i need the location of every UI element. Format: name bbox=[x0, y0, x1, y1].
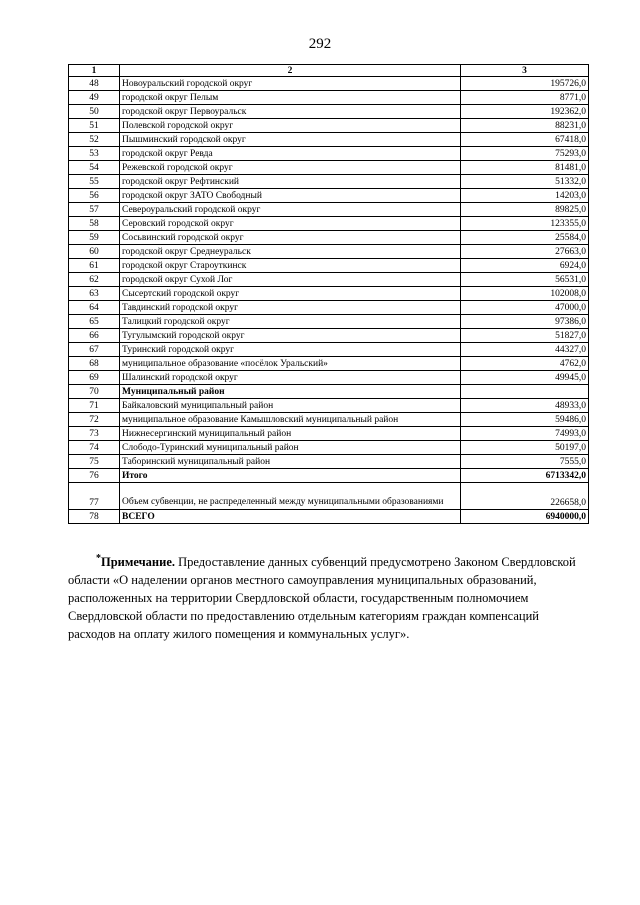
municipality-name: Новоуральский городской округ bbox=[120, 77, 461, 91]
municipality-name: Североуральский городской округ bbox=[120, 203, 461, 217]
table-row bbox=[69, 203, 589, 217]
table-header-row bbox=[69, 65, 589, 77]
subsidy-amount: 48933,0 bbox=[461, 399, 589, 413]
subsidy-amount: 6713342,0 bbox=[461, 469, 589, 483]
table-row bbox=[69, 133, 589, 147]
footnote-label: Примечание. bbox=[101, 554, 176, 569]
row-number: 76 bbox=[69, 469, 120, 483]
table-row bbox=[69, 399, 589, 413]
table-row bbox=[69, 161, 589, 175]
row-number: 52 bbox=[69, 133, 120, 147]
table-row bbox=[69, 175, 589, 189]
table-row bbox=[69, 77, 589, 91]
subsidy-amount: 123355,0 bbox=[461, 217, 589, 231]
subsidy-amount: 44327,0 bbox=[461, 343, 589, 357]
row-number: 67 bbox=[69, 343, 120, 357]
subsidy-amount: 25584,0 bbox=[461, 231, 589, 245]
row-number: 74 bbox=[69, 441, 120, 455]
subsidy-amount: 51332,0 bbox=[461, 175, 589, 189]
subsidy-amount: 59486,0 bbox=[461, 413, 589, 427]
subsidy-amount: 56531,0 bbox=[461, 273, 589, 287]
municipality-name: городской округ Ревда bbox=[120, 147, 461, 161]
row-number: 51 bbox=[69, 119, 120, 133]
table-row bbox=[69, 357, 589, 371]
subsidy-amount: 50197,0 bbox=[461, 441, 589, 455]
row-number: 50 bbox=[69, 105, 120, 119]
municipality-name: Таборинский муниципальный район bbox=[120, 455, 461, 469]
subsidy-amount: 226658,0 bbox=[461, 483, 589, 510]
subsidy-amount: 75293,0 bbox=[461, 147, 589, 161]
subsidy-amount bbox=[461, 385, 589, 399]
subsidy-amount: 74993,0 bbox=[461, 427, 589, 441]
subsidy-amount: 7555,0 bbox=[461, 455, 589, 469]
subsidy-amount: 6924,0 bbox=[461, 259, 589, 273]
table-row bbox=[69, 427, 589, 441]
column-header-name: 2 bbox=[120, 65, 461, 77]
municipality-name: ВСЕГО bbox=[120, 510, 461, 524]
table-row bbox=[69, 273, 589, 287]
subsidy-amount: 81481,0 bbox=[461, 161, 589, 175]
subsidy-amount: 47000,0 bbox=[461, 301, 589, 315]
subsidy-amount: 49945,0 bbox=[461, 371, 589, 385]
subsidy-amount: 102008,0 bbox=[461, 287, 589, 301]
municipality-name: Сосьвинский городской округ bbox=[120, 231, 461, 245]
municipality-name: городской округ Сухой Лог bbox=[120, 273, 461, 287]
municipality-name: Серовский городской округ bbox=[120, 217, 461, 231]
table-row bbox=[69, 231, 589, 245]
row-number: 60 bbox=[69, 245, 120, 259]
table-row bbox=[69, 329, 589, 343]
municipality-name: городской округ ЗАТО Свободный bbox=[120, 189, 461, 203]
table-row bbox=[69, 455, 589, 469]
table-row bbox=[69, 259, 589, 273]
row-number: 73 bbox=[69, 427, 120, 441]
table-row bbox=[69, 343, 589, 357]
footnote bbox=[68, 553, 588, 643]
row-number: 78 bbox=[69, 510, 120, 524]
table-row bbox=[69, 385, 589, 399]
municipality-name: муниципальное образование «посёлок Уральский» bbox=[120, 357, 461, 371]
municipality-name: Муниципальный район bbox=[120, 385, 461, 399]
municipality-name: городской округ Староуткинск bbox=[120, 259, 461, 273]
table-row bbox=[69, 301, 589, 315]
row-number: 75 bbox=[69, 455, 120, 469]
municipality-name: Тавдинский городской округ bbox=[120, 301, 461, 315]
table-row bbox=[69, 105, 589, 119]
municipality-name: городской округ Первоуральск bbox=[120, 105, 461, 119]
footnote-marker: * bbox=[96, 552, 101, 564]
row-number: 70 bbox=[69, 385, 120, 399]
page-number: 292 bbox=[308, 36, 332, 52]
subsidy-amount: 8771,0 bbox=[461, 91, 589, 105]
table-row bbox=[69, 217, 589, 231]
municipality-name: муниципальное образование Камышловский муниципальный район bbox=[120, 413, 461, 427]
row-number: 55 bbox=[69, 175, 120, 189]
row-number: 53 bbox=[69, 147, 120, 161]
subsidy-amount: 27663,0 bbox=[461, 245, 589, 259]
subsidy-amount: 192362,0 bbox=[461, 105, 589, 119]
municipality-name: Пышминский городской округ bbox=[120, 133, 461, 147]
row-number: 68 bbox=[69, 357, 120, 371]
municipality-name: Объем субвенции, не распределенный между муниципальными образованиями bbox=[120, 483, 461, 510]
municipality-name: Шалинский городской округ bbox=[120, 371, 461, 385]
row-number: 49 bbox=[69, 91, 120, 105]
table-row bbox=[69, 147, 589, 161]
row-number: 65 bbox=[69, 315, 120, 329]
row-number: 58 bbox=[69, 217, 120, 231]
table-row bbox=[69, 189, 589, 203]
row-number: 64 bbox=[69, 301, 120, 315]
subsidy-amount: 14203,0 bbox=[461, 189, 589, 203]
subsidy-amount: 51827,0 bbox=[461, 329, 589, 343]
row-number: 69 bbox=[69, 371, 120, 385]
municipality-name: Слободо-Туринский муниципальный район bbox=[120, 441, 461, 455]
row-number: 56 bbox=[69, 189, 120, 203]
table-row bbox=[69, 441, 589, 455]
municipality-name: Байкаловский муниципальный район bbox=[120, 399, 461, 413]
row-number: 54 bbox=[69, 161, 120, 175]
municipality-name: городской округ Рефтинский bbox=[120, 175, 461, 189]
table-row bbox=[69, 371, 589, 385]
table-row bbox=[69, 91, 589, 105]
column-header-value: 3 bbox=[461, 65, 589, 77]
municipality-name: Талицкий городской округ bbox=[120, 315, 461, 329]
row-number: 72 bbox=[69, 413, 120, 427]
municipality-name: городской округ Среднеуральск bbox=[120, 245, 461, 259]
table-row bbox=[69, 469, 589, 483]
row-number: 61 bbox=[69, 259, 120, 273]
column-header-number: 1 bbox=[69, 65, 120, 77]
municipality-name: Итого bbox=[120, 469, 461, 483]
municipality-name: Нижнесергинский муниципальный район bbox=[120, 427, 461, 441]
row-number: 66 bbox=[69, 329, 120, 343]
subsidy-amount: 6940000,0 bbox=[461, 510, 589, 524]
municipality-name: Туринский городской округ bbox=[120, 343, 461, 357]
subsidy-amount: 4762,0 bbox=[461, 357, 589, 371]
row-number: 71 bbox=[69, 399, 120, 413]
municipality-name: Полевской городской округ bbox=[120, 119, 461, 133]
row-number: 59 bbox=[69, 231, 120, 245]
row-number: 48 bbox=[69, 77, 120, 91]
table-row bbox=[69, 315, 589, 329]
subsidy-amount: 195726,0 bbox=[461, 77, 589, 91]
subsidy-table bbox=[68, 64, 589, 524]
table-row bbox=[69, 413, 589, 427]
row-number: 57 bbox=[69, 203, 120, 217]
subsidy-amount: 67418,0 bbox=[461, 133, 589, 147]
row-number: 62 bbox=[69, 273, 120, 287]
table-row bbox=[69, 510, 589, 524]
municipality-name: Тугулымский городской округ bbox=[120, 329, 461, 343]
table-row bbox=[69, 245, 589, 259]
subsidy-amount: 97386,0 bbox=[461, 315, 589, 329]
row-number: 77 bbox=[69, 483, 120, 510]
table-row bbox=[69, 287, 589, 301]
municipality-name: Сысертский городской округ bbox=[120, 287, 461, 301]
table-body bbox=[69, 77, 589, 524]
table-row bbox=[69, 119, 589, 133]
row-number: 63 bbox=[69, 287, 120, 301]
municipality-name: городской округ Пелым bbox=[120, 91, 461, 105]
footnote-text: Предоставление данных субвенций предусмотрено Законом Свердловской области «О наделении органов местного самоуправления муниципальных образований, расположенных на территории Свердловской области, государственным полномочием Свердловской области по предоставлению отдельным категориям граждан компенсаций расходов на оплату жилого помещения и коммунальных услуг». bbox=[68, 554, 576, 641]
table-row bbox=[69, 483, 589, 510]
municipality-name: Режевской городской округ bbox=[120, 161, 461, 175]
subsidy-amount: 88231,0 bbox=[461, 119, 589, 133]
subsidy-amount: 89825,0 bbox=[461, 203, 589, 217]
